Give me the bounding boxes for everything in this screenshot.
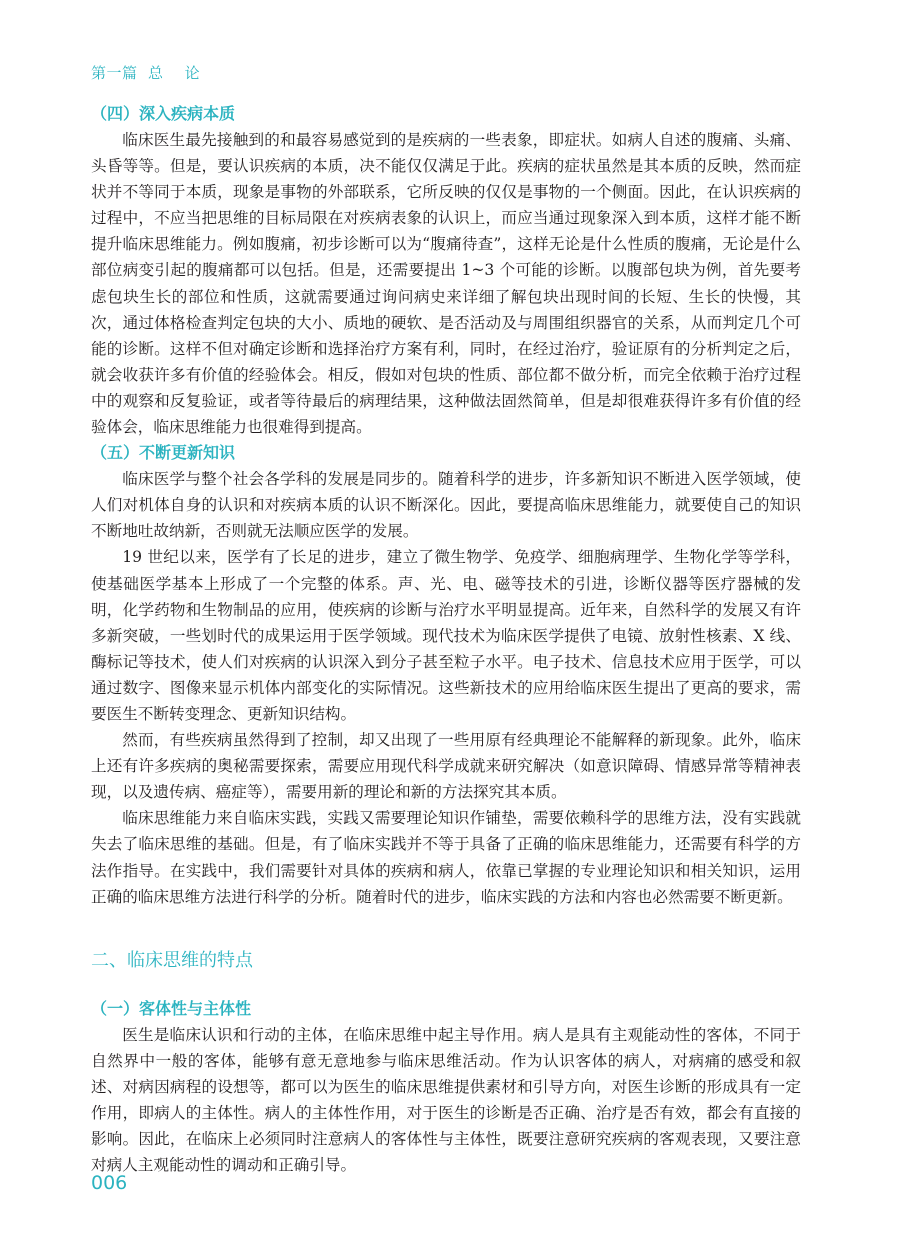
subsection-heading-4: （四）深入疾病本质 <box>91 104 236 123</box>
section-heading: 二、临床思维的特点 <box>91 949 253 971</box>
paragraph: 临床医生最先接触到的和最容易感觉到的是疾病的一些表象，即症状。如病人自述的腹痛、头痛、头昏等等。但是，要认识疾病的本质，决不能仅仅满足于此。疾病的症状虽然是其本质的反映，然而症状并不等同于本质，现象是事物的外部联系，它所反映的仅仅是事物的一个侧面。因此，在认识疾病的过程中，不应当把思维的目标局限在对疾病表象的认识上，而应当通过现象深入到本质，这样才能不断提升临床思维能力。例如腹痛，初步诊断可以为“腹痛待查”，这样无论是什么性质的腹痛，无论是什么部位病变引起的腹痛都可以包括。但是，还需要提出 1~3 个可能的诊断。以腹部包块为例，首先要考虑包块生长的部位和性质，这就需要通过询问病史来详细了解包块出现时间的长短、生长的快慢，其次，通过体格检查判定包块的大小、质地的硬软、是否活动及与周围组织器官的关系，从而判定几个可能的诊断。这样不但对确定诊断和选择治疗方案有利，同时，在经过治疗，验证原有的分析判定之后，就会收获许多有价值的经验体会。相反，假如对包块的性质、部位都不做分析，而完全依赖于治疗过程中的观察和反复验证，或者等待最后的病理结果，这种做法固然简单，但是却很难获得许多有价值的经验体会，临床思维能力也很难得到提高。 <box>91 131 801 437</box>
body-content <box>91 101 801 1178</box>
running-head: 第一篇 总 论 <box>91 64 201 82</box>
subsection-heading-5: （五）不断更新知识 <box>91 443 236 463</box>
paragraph: 临床思维能力来自临床实践，实践又需要理论知识作铺垫，需要依赖科学的思维方法，没有实践就失去了临床思维的基础。但是，有了临床实践并不等于具备了正确的临床思维能力，还需要有科学的方法作指导。在实践中，我们需要针对具体的疾病和病人，依靠已掌握的专业理论知识和相关知识，运用正确的临床思维方法进行科学的分析。随着时代的进步，临床实践的方法和内容也必然需要不断更新。 <box>91 809 801 906</box>
page-number: 006 <box>91 1172 128 1194</box>
paragraph: 临床医学与整个社会各学科的发展是同步的。随着科学的进步，许多新知识不断进入医学领域，使人们对机体自身的认识和对疾病本质的认识不断深化。因此，要提高临床思维能力，就要使自己的知识不断地吐故纳新，否则就无法顺应医学的发展。 <box>91 470 801 541</box>
subsection-heading-1: （一）客体性与主体性 <box>91 998 252 1018</box>
paragraph: 19 世纪以来，医学有了长足的进步，建立了微生物学、免疫学、细胞病理学、生物化学等学科，使基础医学基本上形成了一个完整的体系。声、光、电、磁等技术的引进，诊断仪器等医疗器械的发明，化学药物和生物制品的应用，使疾病的诊断与治疗水平明显提高。近年来，自然科学的发展又有许多新突破，一些划时代的成果运用于医学领域。现代技术为临床医学提供了电镜、放射性核素、X 线、酶标记等技术，使人们对疾病的认识深入到分子甚至粒子水平。电子技术、信息技术应用于医学，可以通过数字、图像来显示机体内部变化的实际情况。这些新技术的应用给临床医生提出了更高的要求，需要医生不断转变理念、更新知识结构。 <box>91 548 801 723</box>
paragraph: 然而，有些疾病虽然得到了控制，却又出现了一些用原有经典理论不能解释的新现象。此外，临床上还有许多疾病的奥秘需要探索，需要应用现代科学成就来研究解决（如意识障碍、情感异常等精神表现，以及遗传病、癌症等），需要用新的理论和新的方法探究其本质。 <box>91 731 801 802</box>
paragraph: 医生是临床认识和行动的主体，在临床思维中起主导作用。病人是具有主观能动性的客体，不同于自然界中一般的客体，能够有意无意地参与临床思维活动。作为认识客体的病人，对病痛的感受和叙述、对病因病程的设想等，都可以为医生的临床思维提供素材和引导方向，对医生诊断的形成具有一定作用，即病人的主体性。病人的主体性作用，对于医生的诊断是否正确、治疗是否有效，都会有直接的影响。因此，在临床上必须同时注意病人的客体性与主体性，既要注意研究疾病的客观表现，又要注意对病人主观能动性的调动和正确引导。 <box>91 1025 801 1175</box>
